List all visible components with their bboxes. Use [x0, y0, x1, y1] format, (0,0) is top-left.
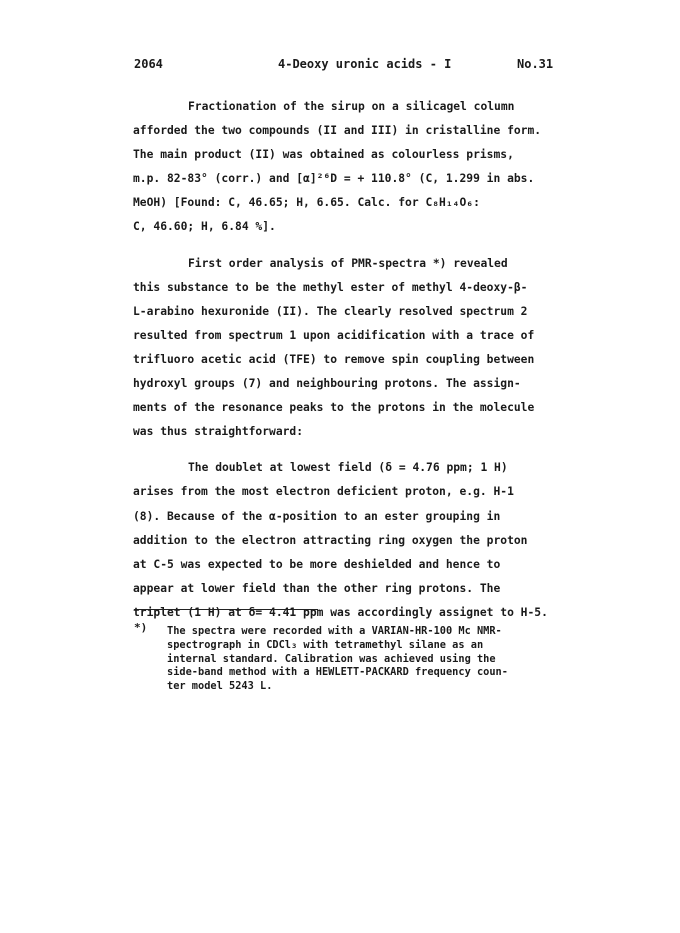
- page-number: 2064: [134, 57, 163, 71]
- paragraph-fractionation: [133, 95, 543, 240]
- footnote-divider: [134, 609, 318, 610]
- text-line: ments of the resonance peaks to the protons in the molecule: [133, 401, 535, 415]
- text-line: addition to the electron attracting ring oxygen the proton: [133, 533, 528, 547]
- text-line: appear at lower field than the other ring protons. The: [133, 581, 501, 595]
- text-line: L-arabino hexuronide (II). The clearly resolved spectrum 2: [133, 304, 528, 318]
- footnote-marker: *): [134, 621, 148, 634]
- text-line: hydroxyl groups (7) and neighbouring protons. The assign-: [133, 377, 521, 391]
- issue-number: No.31: [517, 57, 554, 71]
- footnote-line: spectrograph in CDCl₃ with tetramethyl silane as an: [167, 638, 484, 651]
- text-line: MeOH) [Found: C, 46.65; H, 6.65. Calc. for C₈H₁₄O₆:: [133, 196, 480, 210]
- paragraph-pmr-analysis: [133, 252, 543, 445]
- text-line: this substance to be the methyl ester of methyl 4-deoxy-β-: [133, 280, 528, 294]
- text-line: Fractionation of the sirup on a silicagel column: [188, 100, 515, 113]
- text-line: (8). Because of the α-position to an ester grouping in: [133, 509, 501, 523]
- text-line: at C-5 was expected to be more deshielded and hence to: [133, 557, 501, 571]
- running-title: 4-Deoxy uronic acids - I: [278, 57, 452, 71]
- text-line: resulted from spectrum 1 upon acidification with a trace of: [133, 328, 535, 342]
- text-line: triplet (1 H) at δ= 4.41 ppm was accordingly assignet to H-5.: [133, 605, 548, 619]
- paragraph-doublet: [133, 456, 548, 625]
- footnote-line: side-band method with a HEWLETT-PACKARD frequency coun-: [167, 666, 508, 679]
- footnote: [167, 625, 547, 694]
- text-line: The main product (II) was obtained as colourless prisms,: [133, 148, 514, 162]
- footnote-line: The spectra were recorded with a VARIAN-HR-100 Mc NMR-: [167, 625, 502, 637]
- text-line: First order analysis of PMR-spectra *) revealed: [188, 256, 508, 270]
- text-line: m.p. 82-83° (corr.) and [α]²⁶D = + 110.8° (C, 1.299 in abs.: [133, 172, 535, 186]
- footnote-line: ter model 5243 L.: [167, 680, 273, 693]
- body-text: [133, 95, 548, 625]
- text-line: trifluoro acetic acid (TFE) to remove spin coupling between: [133, 352, 535, 366]
- footnote-line: internal standard. Calibration was achieved using the: [167, 652, 496, 665]
- text-line: afforded the two compounds (II and III) in cristalline form.: [133, 124, 542, 138]
- text-line: The doublet at lowest field (δ = 4.76 ppm; 1 H): [188, 461, 508, 475]
- text-line: arises from the most electron deficient proton, e.g. H-1: [133, 485, 514, 499]
- text-line: C, 46.60; H, 6.84 %].: [133, 220, 276, 234]
- text-line: was thus straightforward:: [133, 425, 304, 439]
